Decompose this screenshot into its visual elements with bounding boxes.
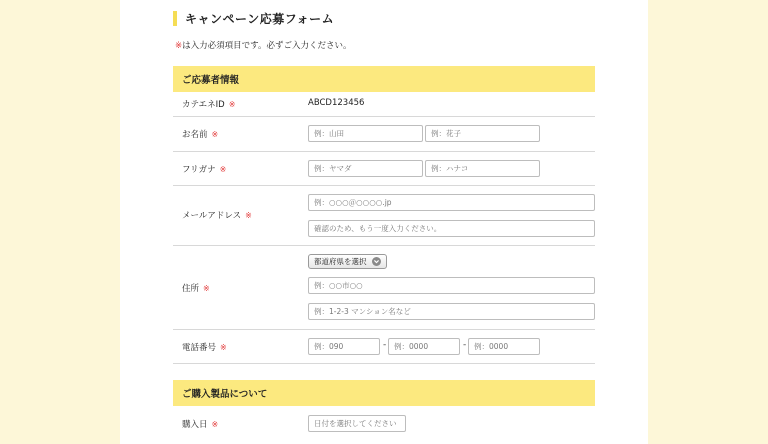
prefecture-select-label: 都道府県を選択 <box>314 257 367 266</box>
required-mark: ※ <box>220 342 227 352</box>
required-note-text: は入力必須項目です。必ずご入力ください。 <box>182 41 352 51</box>
phone-separator: - <box>463 340 467 350</box>
prefecture-select[interactable] <box>308 254 387 269</box>
last-name-kana-input[interactable] <box>308 160 423 177</box>
email-input[interactable] <box>308 194 595 211</box>
required-mark: ※ <box>245 210 252 220</box>
name-label: お名前 <box>182 130 208 140</box>
row-phone <box>173 330 595 364</box>
last-name-input[interactable] <box>308 125 423 142</box>
phone-part1-input[interactable] <box>308 338 380 355</box>
field-label <box>182 98 235 110</box>
field-label <box>182 128 218 140</box>
field-label <box>182 209 252 221</box>
field-label <box>182 282 210 294</box>
row-furigana <box>173 152 595 186</box>
katetene-id-value: ABCD123456 <box>308 98 365 108</box>
required-mark: ※ <box>211 129 219 139</box>
phone-label: 電話番号 <box>182 343 217 353</box>
section-title: ご応募者情報 <box>182 75 240 86</box>
row-email <box>173 186 595 246</box>
title-accent-bar <box>173 11 177 26</box>
form-page <box>120 0 648 444</box>
phone-part3-input[interactable] <box>468 338 540 355</box>
email-confirm-input[interactable] <box>308 220 595 237</box>
required-note <box>175 39 351 51</box>
required-mark: ※ <box>219 164 227 174</box>
katetene-id-label: カテエネID <box>182 100 225 110</box>
field-label <box>182 341 227 353</box>
page-title: キャンペーン応募フォーム <box>185 11 335 26</box>
section-header-applicant <box>173 66 595 92</box>
form-title <box>173 10 334 26</box>
phone-separator: - <box>383 340 387 350</box>
street-input[interactable] <box>308 303 595 320</box>
city-input[interactable] <box>308 277 595 294</box>
first-name-input[interactable] <box>425 125 540 142</box>
purchase-date-input[interactable] <box>308 415 406 432</box>
row-katetene-id <box>173 92 595 117</box>
section-header-product <box>173 380 595 406</box>
email-label: メールアドレス <box>182 211 242 221</box>
field-label <box>182 163 226 175</box>
required-mark: ※ <box>228 99 236 109</box>
chevron-down-icon <box>372 257 381 266</box>
row-name <box>173 117 595 152</box>
required-mark: ※ <box>211 419 219 429</box>
required-mark: ※ <box>175 41 183 51</box>
field-label <box>182 418 218 430</box>
row-purchase-date <box>173 406 595 444</box>
section-title: ご購入製品について <box>182 389 268 400</box>
purchase-date-label: 購入日 <box>182 420 208 430</box>
first-name-kana-input[interactable] <box>425 160 540 177</box>
address-label: 住所 <box>182 284 200 294</box>
phone-part2-input[interactable] <box>388 338 460 355</box>
row-address <box>173 246 595 330</box>
required-mark: ※ <box>203 283 210 293</box>
furigana-label: フリガナ <box>182 165 216 175</box>
